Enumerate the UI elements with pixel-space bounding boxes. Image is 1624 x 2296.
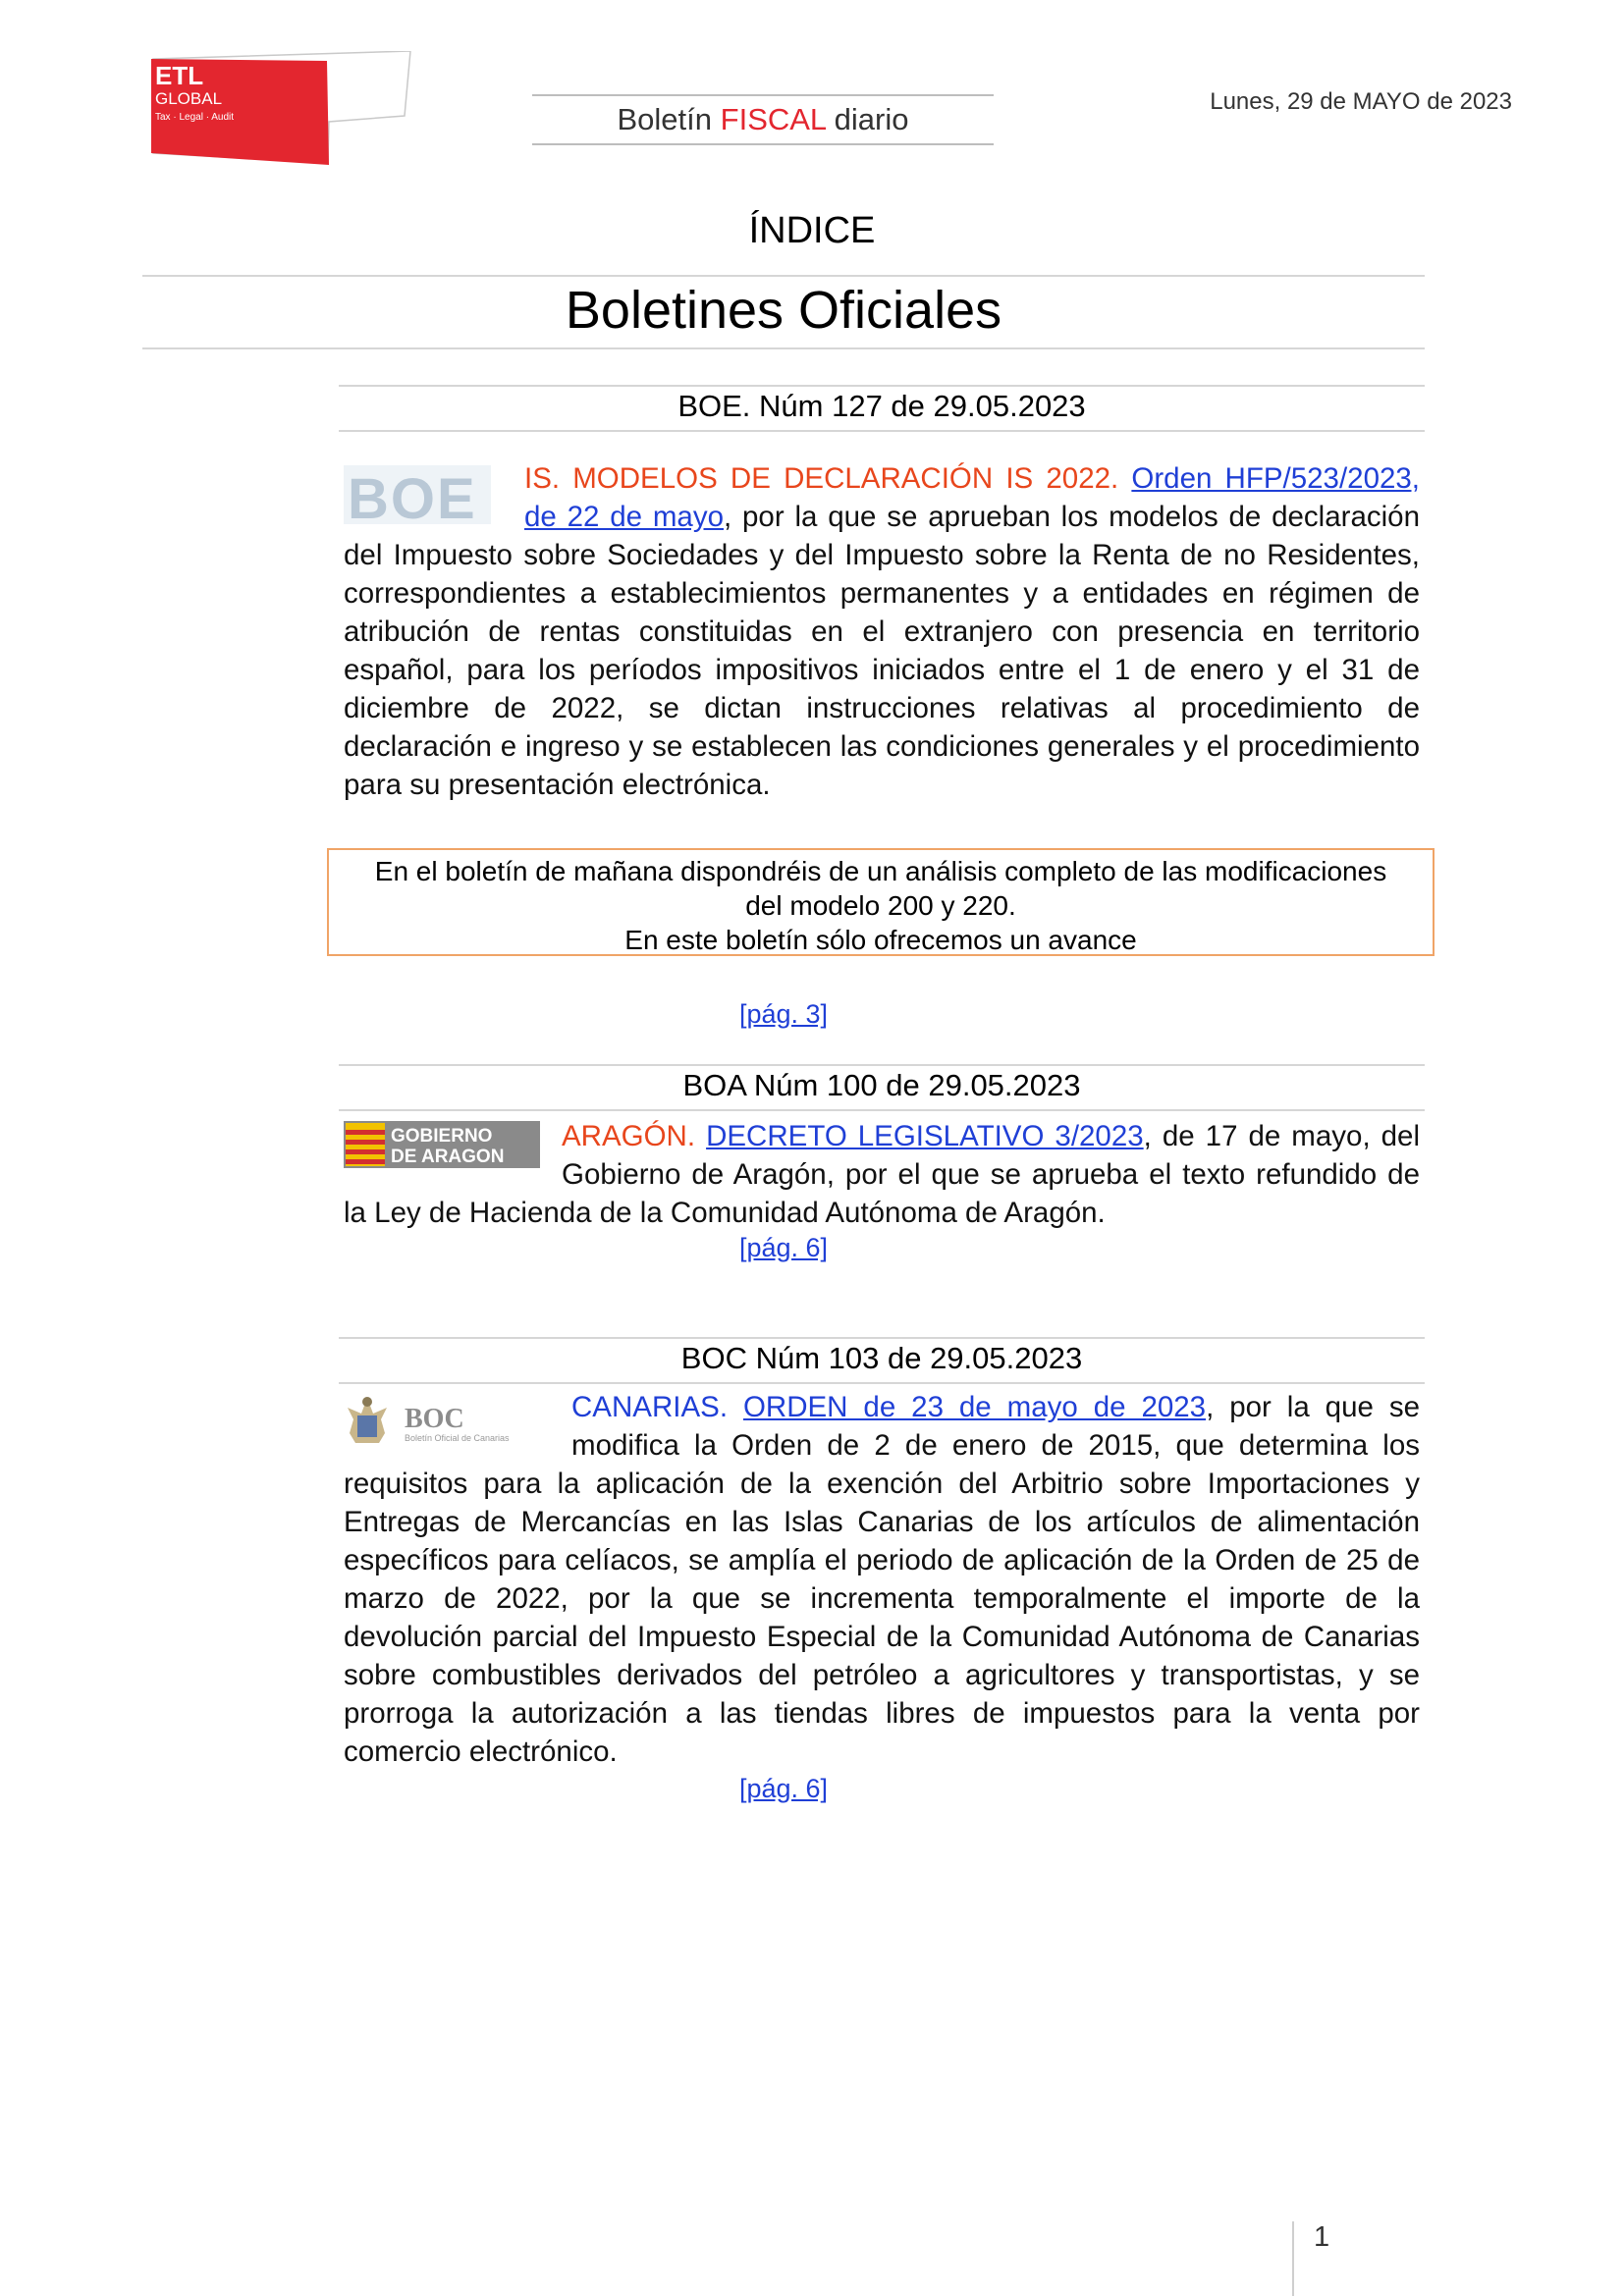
boc-entry (344, 1388, 1420, 1771)
section-title: Boletines Oficiales (565, 281, 1002, 340)
logo-etl: ETL (155, 61, 204, 90)
divider (339, 385, 1425, 387)
bulletin-title (532, 94, 994, 145)
divider (339, 1109, 1425, 1111)
boa-entry (344, 1117, 1420, 1232)
boc-lead: CANARIAS. (571, 1391, 729, 1423)
boc-logo (344, 1390, 571, 1455)
boa-body: , de 17 de mayo, del Gobierno de Aragón, por el que se aprueba el texto refundido de la Ley de Hacienda de la Comunidad Autónoma de Aragón. (344, 1120, 1421, 1229)
boc-heading: BOC Núm 103 de 29.05.2023 (680, 1341, 1083, 1375)
boa-heading: BOA Núm 100 de 29.05.2023 (682, 1068, 1081, 1102)
divider (339, 430, 1425, 432)
boe-logo-text: BOE (348, 467, 477, 526)
boc-body: , por la que se modifica la Orden de 2 de enero de 2015, que determina los requisitos para la aplicación de la exención del Arbitrio sobre Importaciones y Entregas de Mercancías en las Islas Canarias de los artículos de alimentación específicos para celíacos, se amplía el periodo de aplicación de la Orden de 25 de marzo de 2022, por la que se incrementa temporalmente el importe de la devolución parcial del Impuesto Especial de la Comunidad Autónoma de Canarias sobre combustibles derivados del petróleo a agricultores y transportistas, y se prorroga la autorización a las tiendas libres de impuestos para la venta por comercio electrónico. (344, 1391, 1420, 1768)
notice-box (327, 848, 1435, 956)
aragon-logo (344, 1121, 562, 1172)
aragon-logo-line1: GOBIERNO (391, 1126, 493, 1147)
bulletin-accent: FISCAL (720, 102, 827, 136)
boe-body: , por la que se aprueban los modelos de declaración del Impuesto sobre Sociedades y del Impuesto sobre la Renta de no Residentes, correspondientes a establecimientos permanentes y a entidades en régimen de atribución de rentas constituidas en el extranjero con presencia en territorio español, para los períodos impositivos iniciados entre el 1 de enero y el 31 de diciembre de 2022, se dictan instrucciones relativas al procedimiento de declaración e ingreso y se establecen las condiciones generales y el procedimiento para su presentación electrónica. (344, 501, 1420, 801)
boa-lead: ARAGÓN. (562, 1120, 696, 1152)
notice-line: En el boletín de mañana dispondréis de un análisis completo de las modificaciones (374, 856, 1387, 886)
boa-decree-link[interactable]: DECRETO LEGISLATIVO 3/2023 (706, 1120, 1144, 1152)
boc-page-link[interactable]: [pág. 6] (738, 1774, 829, 1803)
notice-line: del modelo 200 y 220. (745, 890, 1016, 921)
boe-order-link[interactable]: Orden HFP/523/2023, de 22 de mayo (524, 462, 1420, 533)
divider (142, 347, 1425, 349)
page-number-box (1292, 2221, 1353, 2296)
page-number: 1 (1314, 2221, 1330, 2253)
boe-entry (344, 459, 1420, 804)
boe-page-link[interactable]: [pág. 3] (738, 999, 829, 1029)
divider (339, 1064, 1425, 1066)
divider (339, 1337, 1425, 1339)
boe-heading: BOE. Núm 127 de 29.05.2023 (677, 389, 1086, 423)
bulletin-prefix: Boletín (617, 102, 713, 136)
divider (339, 1382, 1425, 1384)
bulletin-suffix: diario (834, 102, 909, 136)
boc-logo-text: BOC (405, 1404, 464, 1434)
etl-global-logo (147, 51, 412, 169)
logo-global: GLOBAL (155, 89, 223, 108)
boc-order-link[interactable]: ORDEN de 23 de mayo de 2023 (742, 1391, 1207, 1423)
boe-lead: IS. MODELOS DE DECLARACIÓN IS 2022. (524, 462, 1119, 495)
notice-line: En este boletín sólo ofrecemos un avance (624, 925, 1137, 955)
divider (142, 275, 1425, 277)
logo-tagline: Tax · Legal · Audit (155, 112, 235, 123)
boa-page-link[interactable]: [pág. 6] (738, 1233, 829, 1262)
aragon-logo-line2: DE ARAGON (391, 1147, 505, 1167)
boe-logo (344, 463, 507, 530)
boc-logo-subtext: Boletín Oficial de Canarias (405, 1433, 510, 1443)
index-title: ÍNDICE (748, 210, 876, 251)
issue-date: Lunes, 29 de MAYO de 2023 (1210, 88, 1512, 115)
